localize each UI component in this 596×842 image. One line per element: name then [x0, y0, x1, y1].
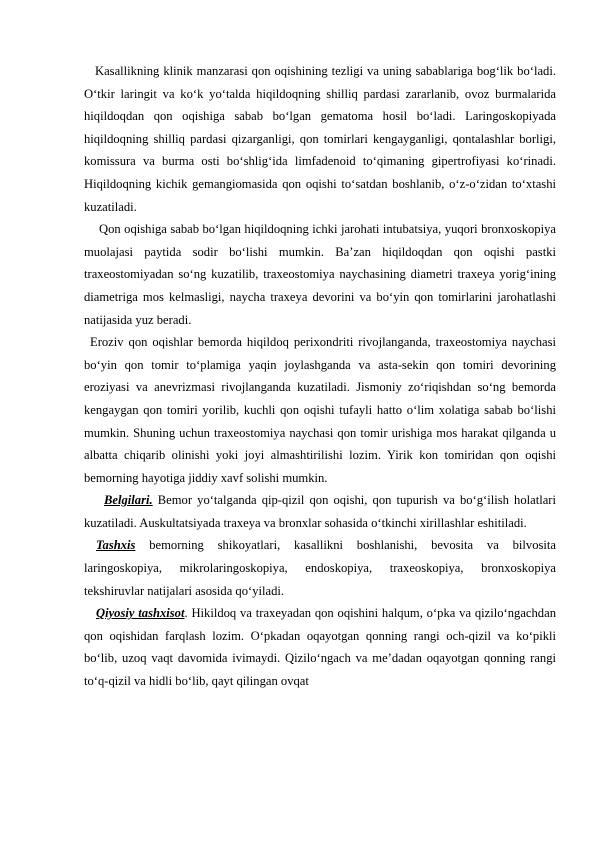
paragraph-symptoms — [84, 489, 556, 534]
paragraph-text: Kasallikning klinik manzarasi qon oqishining tezligi va uning sabablariga bog‘lik bo‘ladi. O‘tkir laringit va ko‘k yo‘talda hiqildoqning shilliq pardasi zararlanib, ovoz burmalarida hiqildoqdan qon oqishiga sabab bo‘lgan gematoma hosil bo‘ladi. Laringoskopiyada hiqildoqning shilliq pardasi qizarganligi, qon tomirlari kengayganligi, qontalashlar borligi, komissura va burma osti bo‘shlig‘ida limfadenoid to‘qimaning gipertrofiyasi ko‘rinadi. Hiqildoqning kichik gemangiomasida qon oqishi to‘satdan boshlanib, o‘z-o‘zidan to‘xtashi kuzatiladi. — [84, 64, 556, 214]
term-diagnosis: Tashxis — [96, 538, 136, 553]
paragraph-clinical-picture — [84, 60, 556, 218]
paragraph-internal-injury — [84, 218, 556, 331]
paragraph-text: Eroziv qon oqishlar bemorda hiqildoq perixondriti rivojlanganda, traxeostomiya naychasi bo‘yin qon tomir to‘plamiga yaqin joylashganda va asta-sekin qon tomiri devorining eroziyasi va anevrizmasi rivojlanganda kuzatiladi. Jismoniy zo‘riqishdan so‘ng bemorda kengaygan qon tomiri yorilib, kuchli qon oqishi tufayli hatto o‘lim xolatiga sabab bo‘lishi mumkin. Shuning uchun traxeostomiya naychasi qon tomir urishiga mos harakat qilganda u albatta chiqarib olinishi yoki joyi almashtirilishi lozim. Yirik kon tomiridan qon oqishi bemorning hayotiga jiddiy xavf solishi mumkin. — [84, 335, 556, 485]
paragraph-differential-diagnosis — [84, 602, 556, 692]
paragraph-text: Bemor yo‘talganda qip-qizil qon oqishi, qon tupurish va bo‘g‘ilish holatlari kuzatiladi. Auskultatsiyada traxeya va bronxlar sohasida o‘tkinchi xirillashlar eshitiladi. — [84, 493, 556, 530]
term-differential-diagnosis: Qiyosiy tashxisot — [96, 606, 185, 621]
paragraph-diagnosis — [84, 534, 556, 602]
paragraph-text: Qon oqishiga sabab bo‘lgan hiqildoqning ichki jarohati intubatsiya, yuqori bronxoskopiya muolajasi paytida sodir bo‘lishi mumkin. Ba’zan hiqildoqdan qon oqishi pastki traxeostomiyadan so‘ng kuzatilib, traxeostomiya naychasining diametri traxeya yorig‘ining diametriga mos kelmasligi, naycha traxeya devorini va bo‘yin qon tomirlarini jarohatlashi natijasida yuz beradi. — [84, 222, 556, 327]
term-symptoms: Belgilari. — [104, 493, 153, 508]
document-page — [84, 60, 556, 693]
paragraph-text: . Hikildoq va traxeyadan qon oqishini halqum, o‘pka va qizilo‘ngachdan qon oqishidan farqlash lozim. O‘pkadan oqayotgan qonning rangi och-qizil va ko‘pikli bo‘lib, uzoq vaqt davomida ivimaydi. Qizilo‘ngach va me’dadan oqayotgan qonning rangi to‘q-qizil va hidli bo‘lib, qayt qilingan ovqat — [84, 606, 556, 689]
paragraph-erosive-bleeding — [84, 331, 556, 489]
paragraph-text: bemorning shikoyatlari, kasallikni boshlanishi, bevosita va bilvosita laringoskopiya, mikrolaringoskopiya, endoskopiya, traxeoskopiya, bronxoskopiya tekshiruvlar natijalari asosida qo‘yiladi. — [84, 538, 556, 598]
